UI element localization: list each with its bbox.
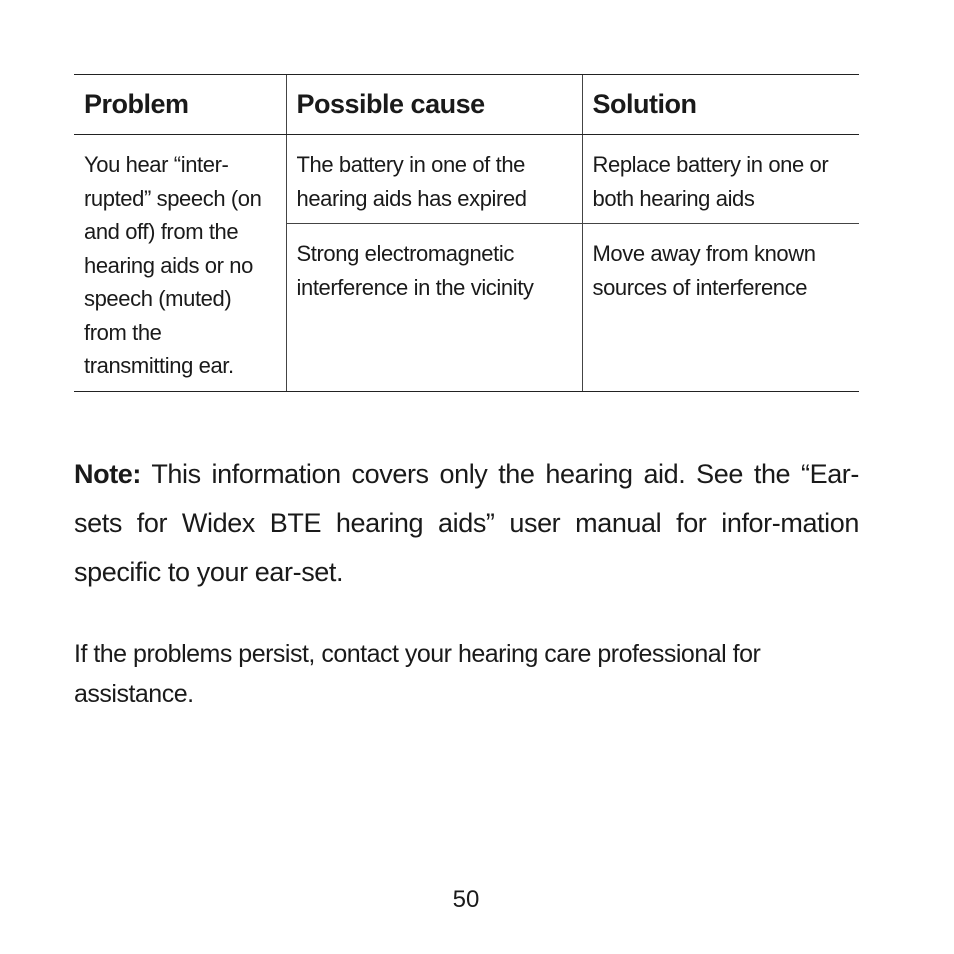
table-header-row (74, 75, 859, 135)
note-paragraph (74, 450, 859, 597)
page-number: 50 (452, 886, 480, 913)
note-text: This information covers only the hearing aid. See the “Ear-sets for Widex BTE hearing aids” user manual for infor-mation specific to your ear-set. (74, 459, 859, 587)
cause-cell: Strong electromagnetic interference in the vicinity (286, 224, 582, 392)
header-solution: Solution (582, 75, 859, 135)
assistance-paragraph: If the problems persist, contact your hearing care professional for assistance. (74, 640, 761, 708)
solution-cell: Replace battery in one or both hearing aids (582, 135, 859, 224)
cause-cell: The battery in one of the hearing aids has expired (286, 135, 582, 224)
troubleshooting-table (74, 74, 859, 392)
header-possible-cause: Possible cause (286, 75, 582, 135)
table-row (74, 135, 859, 224)
note-label: Note: (74, 459, 141, 489)
solution-cell: Move away from known sources of interference (582, 224, 859, 392)
problem-cell: You hear “inter-rupted” speech (on and off) from the hearing aids or no speech (muted) from the transmitting ear. (74, 135, 286, 392)
header-problem: Problem (74, 75, 286, 135)
